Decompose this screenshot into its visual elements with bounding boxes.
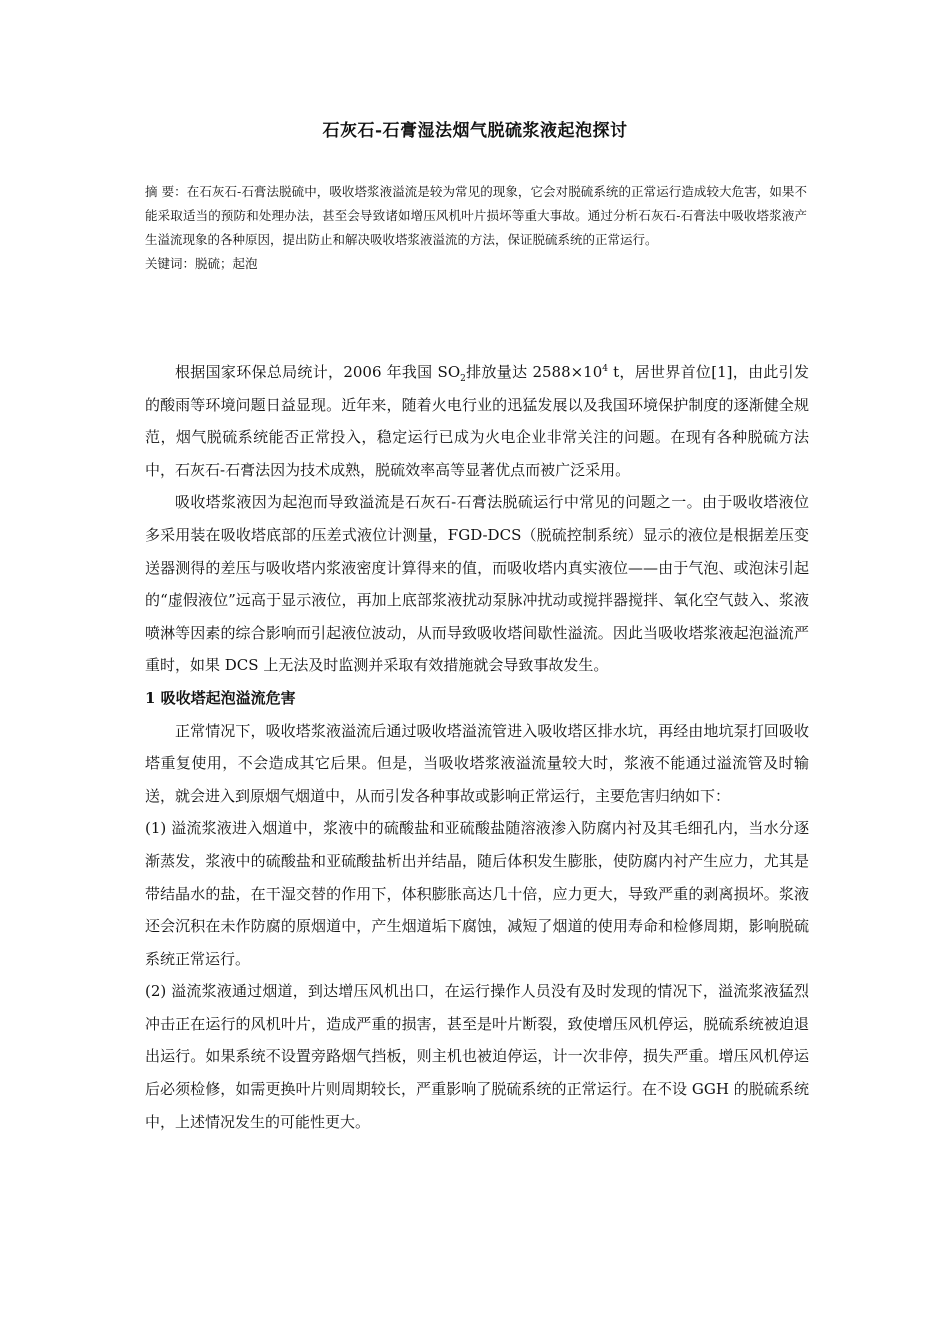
hazard-item-1: (1) 溢流浆液进入烟道中，浆液中的硫酸盐和亚硫酸盐随溶液渗入防腐内衬及其毛细孔内，当水分逐渐蒸发，浆液中的硫酸盐和亚硫酸盐析出并结晶，随后体积发生膨胀，使防腐内衬产生应力，尤其是带结晶水的盐，在干湿交替的作用下，体积膨胀高达几十倍，应力更大，导致严重的剥离损坏。浆液还会沉积在未作防腐的原烟道中，产生烟道垢下腐蚀，减短了烟道的使用寿命和检修周期，影响脱硫系统正常运行。 bbox=[145, 819, 809, 968]
intro-paragraph bbox=[145, 356, 809, 486]
keywords-text: 脱硫；起泡 bbox=[195, 256, 258, 271]
para1-part-b: 排放量达 2588×10 bbox=[465, 363, 603, 381]
hazard-intro-paragraph: 正常情况下，吸收塔浆液溢流后通过吸收塔溢流管进入吸收塔区排水坑，再经由地坑泵打回吸收塔重复使用，不会造成其它后果。但是，当吸收塔浆液溢流量较大时，浆液不能通过溢流管及时输送，就会进入到原烟气烟道中，从而引发各种事故或影响正常运行，主要危害归纳如下： bbox=[145, 721, 809, 805]
para1-subscript: 2 bbox=[460, 374, 466, 384]
keywords-label: 关键词： bbox=[145, 256, 196, 271]
body-text bbox=[145, 356, 809, 1138]
abstract-text: 在石灰石-石膏法脱硫中，吸收塔浆液溢流是较为常见的现象，它会对脱硫系统的正常运行造成较大危害，如果不能采取适当的预防和处理办法，甚至会导致诸如增压风机叶片损坏等重大事故。通过分析石灰石-石膏法中吸收塔浆液产生溢流现象的各种原因，提出防止和解决吸收塔浆液溢流的方法，保证脱硫系统的正常运行。 bbox=[145, 184, 807, 247]
abstract-label: 摘 要： bbox=[145, 184, 187, 199]
abstract-block bbox=[145, 180, 807, 276]
para1-part-a: 根据国家环保总局统计，2006 年我国 SO bbox=[175, 363, 461, 381]
foaming-paragraph: 吸收塔浆液因为起泡而导致溢流是石灰石-石膏法脱硫运行中常见的问题之一。由于吸收塔液位多采用装在吸收塔底部的压差式液位计测量，FGD-DCS（脱硫控制系统）显示的液位是根据差压变送器测得的差压与吸收塔内浆液密度计算得来的值，而吸收塔内真实液位——由于气泡、或泡沫引起的“虚假液位”远高于显示液位，再加上底部浆液扰动泵脉冲扰动或搅拌器搅拌、氧化空气鼓入、浆液喷淋等因素的综合影响而引起液位波动，从而导致吸收塔间歇性溢流。因此当吸收塔浆液起泡溢流严重时，如果 DCS 上无法及时监测并采取有效措施就会导致事故发生。 bbox=[145, 493, 809, 675]
document-title: 石灰石-石膏湿法烟气脱硫浆液起泡探讨 bbox=[322, 121, 628, 141]
keywords-line bbox=[145, 252, 807, 276]
abstract-paragraph bbox=[145, 180, 807, 252]
hazard-item-2: (2) 溢流浆液通过烟道，到达增压风机出口，在运行操作人员没有及时发现的情况下，溢流浆液猛烈冲击正在运行的风机叶片，造成严重的损害，甚至是叶片断裂，致使增压风机停运，脱硫系统被迫退出运行。如果系统不设置旁路烟气挡板，则主机也被迫停运，计一次非停，损失严重。增压风机停运后必须检修，如需更换叶片则周期较长，严重影响了脱硫系统的正常运行。在不设 GGH 的脱硫系统中，上述情况发生的可能性更大。 bbox=[145, 982, 809, 1131]
para1-superscript: 4 bbox=[602, 364, 609, 374]
para1-part-c: t，居世界首位[1]，由此引发的酸雨等环境问题日益显现。近年来，随着火电行业的迅猛发展以及我国环境保护制度的逐渐健全规范，烟气脱硫系统能否正常投入，稳定运行已成为火电企业非常关注的问题。在现有各种脱硫方法中，石灰石-石膏法因为技术成熟，脱硫效率高等显著优点而被广泛采用。 bbox=[145, 363, 809, 479]
section-heading: 1 吸收塔起泡溢流危害 bbox=[145, 688, 296, 707]
